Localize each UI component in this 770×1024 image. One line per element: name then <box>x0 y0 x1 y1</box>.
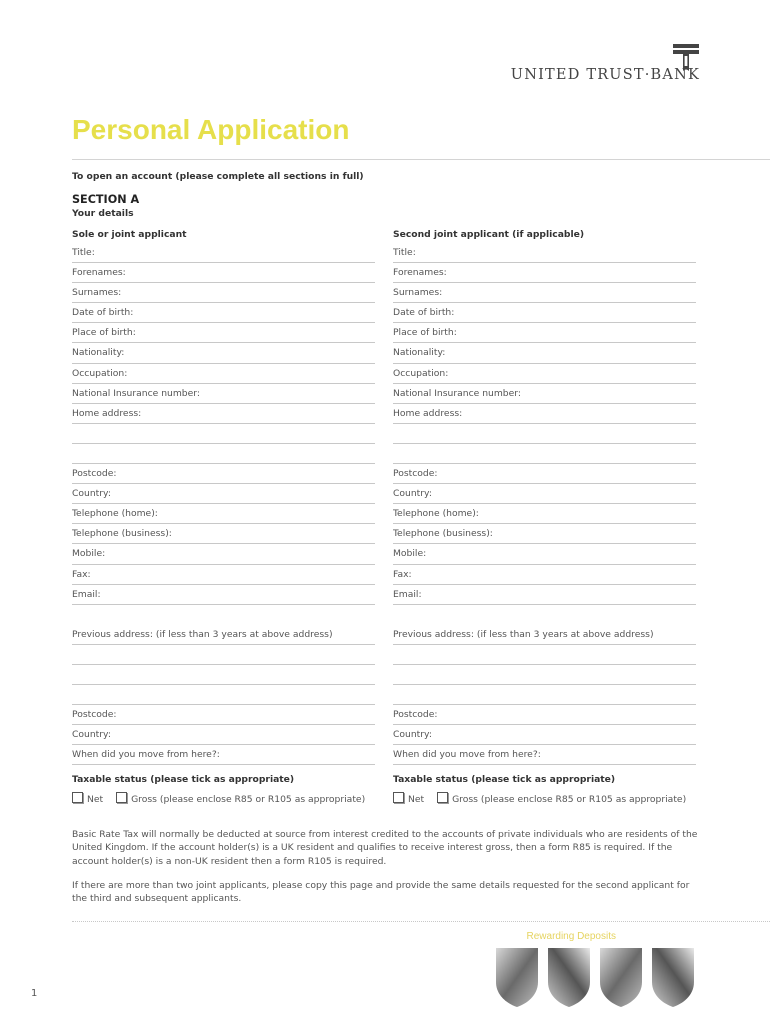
home-address-line[interactable] <box>72 424 375 444</box>
bank-logo <box>500 44 700 90</box>
tax-heading: Taxable status (please tick as appropriate) <box>72 774 295 785</box>
previous-address-line[interactable] <box>393 685 696 705</box>
tel-business-field[interactable]: Telephone (business): <box>72 524 375 544</box>
postcode-field[interactable]: Postcode: <box>72 464 375 484</box>
home-address-field[interactable]: Home address: <box>72 404 375 424</box>
mobile-field[interactable]: Mobile: <box>393 544 696 564</box>
net-label: Net <box>408 794 425 805</box>
previous-postcode-field[interactable]: Postcode: <box>72 705 375 725</box>
shield-icon <box>496 948 538 1007</box>
surnames-field[interactable]: Surnames: <box>72 283 375 303</box>
tax-info-paragraph: Basic Rate Tax will normally be deducted at source from interest credited to the accounts of private individuals who are residents of the United Kingdom. If the account holder(s) is a UK resident and qualifies to receive interest gross, then a form R85 is required. If the account holder(s) is a non-UK resident then a form R105 is required. <box>72 829 698 867</box>
occupation-field[interactable]: Occupation: <box>72 364 375 384</box>
ni-field[interactable]: National Insurance number: <box>72 384 375 404</box>
email-field[interactable]: Email: <box>393 585 696 605</box>
net-label: Net <box>87 794 104 805</box>
page-title: Personal Application <box>72 114 350 145</box>
dob-field[interactable]: Date of birth: <box>72 303 375 323</box>
dob-field[interactable]: Date of birth: <box>393 303 696 323</box>
gross-label: Gross (please enclose R85 or R105 as appropriate) <box>131 794 366 805</box>
occupation-field[interactable]: Occupation: <box>393 364 696 384</box>
previous-address-field[interactable]: Previous address: (if less than 3 years at above address) <box>72 625 375 645</box>
postcode-field[interactable]: Postcode: <box>393 464 696 484</box>
previous-country-field[interactable]: Country: <box>393 725 696 745</box>
home-address-line[interactable] <box>72 444 375 464</box>
previous-country-field[interactable]: Country: <box>72 725 375 745</box>
page-number: 1 <box>31 988 38 999</box>
net-checkbox[interactable] <box>72 792 83 803</box>
email-field[interactable]: Email: <box>72 585 375 605</box>
additional-applicants-paragraph: If there are more than two joint applicants, please copy this page and provide the same details requested for the second applicant for the third and subsequent applicants. <box>72 880 690 905</box>
fax-field[interactable]: Fax: <box>393 565 696 585</box>
previous-address-line[interactable] <box>393 645 696 665</box>
spacer <box>393 605 696 625</box>
pob-field[interactable]: Place of birth: <box>72 323 375 343</box>
spacer <box>72 605 375 625</box>
home-address-line[interactable] <box>393 444 696 464</box>
surnames-field[interactable]: Surnames: <box>393 283 696 303</box>
previous-postcode-field[interactable]: Postcode: <box>393 705 696 725</box>
tax-heading: Taxable status (please tick as appropriate) <box>393 774 616 785</box>
shield-icon <box>548 948 590 1007</box>
nationality-field[interactable]: Nationality: <box>393 343 696 363</box>
moved-date-field[interactable]: When did you move from here?: <box>72 745 375 765</box>
previous-address-line[interactable] <box>72 645 375 665</box>
section-title: SECTION A <box>72 193 140 206</box>
applicant-2-fields <box>393 243 696 765</box>
tel-business-field[interactable]: Telephone (business): <box>393 524 696 544</box>
home-address-line[interactable] <box>393 424 696 444</box>
ni-field[interactable]: National Insurance number: <box>393 384 696 404</box>
forenames-field[interactable]: Forenames: <box>393 263 696 283</box>
right-column-header: Second joint applicant (if applicable) <box>393 229 585 240</box>
mobile-field[interactable]: Mobile: <box>72 544 375 564</box>
values-shields-graphic <box>494 946 700 1008</box>
net-checkbox[interactable] <box>393 792 404 803</box>
title-field[interactable]: Title: <box>72 243 375 263</box>
forenames-field[interactable]: Forenames: <box>72 263 375 283</box>
gross-label: Gross (please enclose R85 or R105 as appropriate) <box>452 794 687 805</box>
previous-address-line[interactable] <box>72 685 375 705</box>
divider <box>72 921 770 922</box>
section-subtitle: Your details <box>72 208 134 219</box>
nationality-field[interactable]: Nationality: <box>72 343 375 363</box>
shield-icon <box>600 948 642 1007</box>
moved-date-field[interactable]: When did you move from here?: <box>393 745 696 765</box>
pob-field[interactable]: Place of birth: <box>393 323 696 343</box>
tel-home-field[interactable]: Telephone (home): <box>393 504 696 524</box>
previous-address-line[interactable] <box>72 665 375 685</box>
applicant-1-fields <box>72 243 375 765</box>
fax-field[interactable]: Fax: <box>72 565 375 585</box>
gross-checkbox[interactable] <box>116 792 127 803</box>
title-field[interactable]: Title: <box>393 243 696 263</box>
intro-text: To open an account (please complete all sections in full) <box>72 171 364 182</box>
tax-options-applicant-1 <box>72 792 365 805</box>
shield-icon <box>652 948 694 1007</box>
country-field[interactable]: Country: <box>393 484 696 504</box>
previous-address-line[interactable] <box>393 665 696 685</box>
previous-address-field[interactable]: Previous address: (if less than 3 years at above address) <box>393 625 696 645</box>
tel-home-field[interactable]: Telephone (home): <box>72 504 375 524</box>
country-field[interactable]: Country: <box>72 484 375 504</box>
logo-text: UNITED TRUST·BANK <box>510 67 700 83</box>
home-address-field[interactable]: Home address: <box>393 404 696 424</box>
tagline: Rewarding Deposits <box>526 931 616 942</box>
divider <box>72 159 770 160</box>
tax-options-applicant-2 <box>393 792 686 805</box>
left-column-header: Sole or joint applicant <box>72 229 187 240</box>
gross-checkbox[interactable] <box>437 792 448 803</box>
